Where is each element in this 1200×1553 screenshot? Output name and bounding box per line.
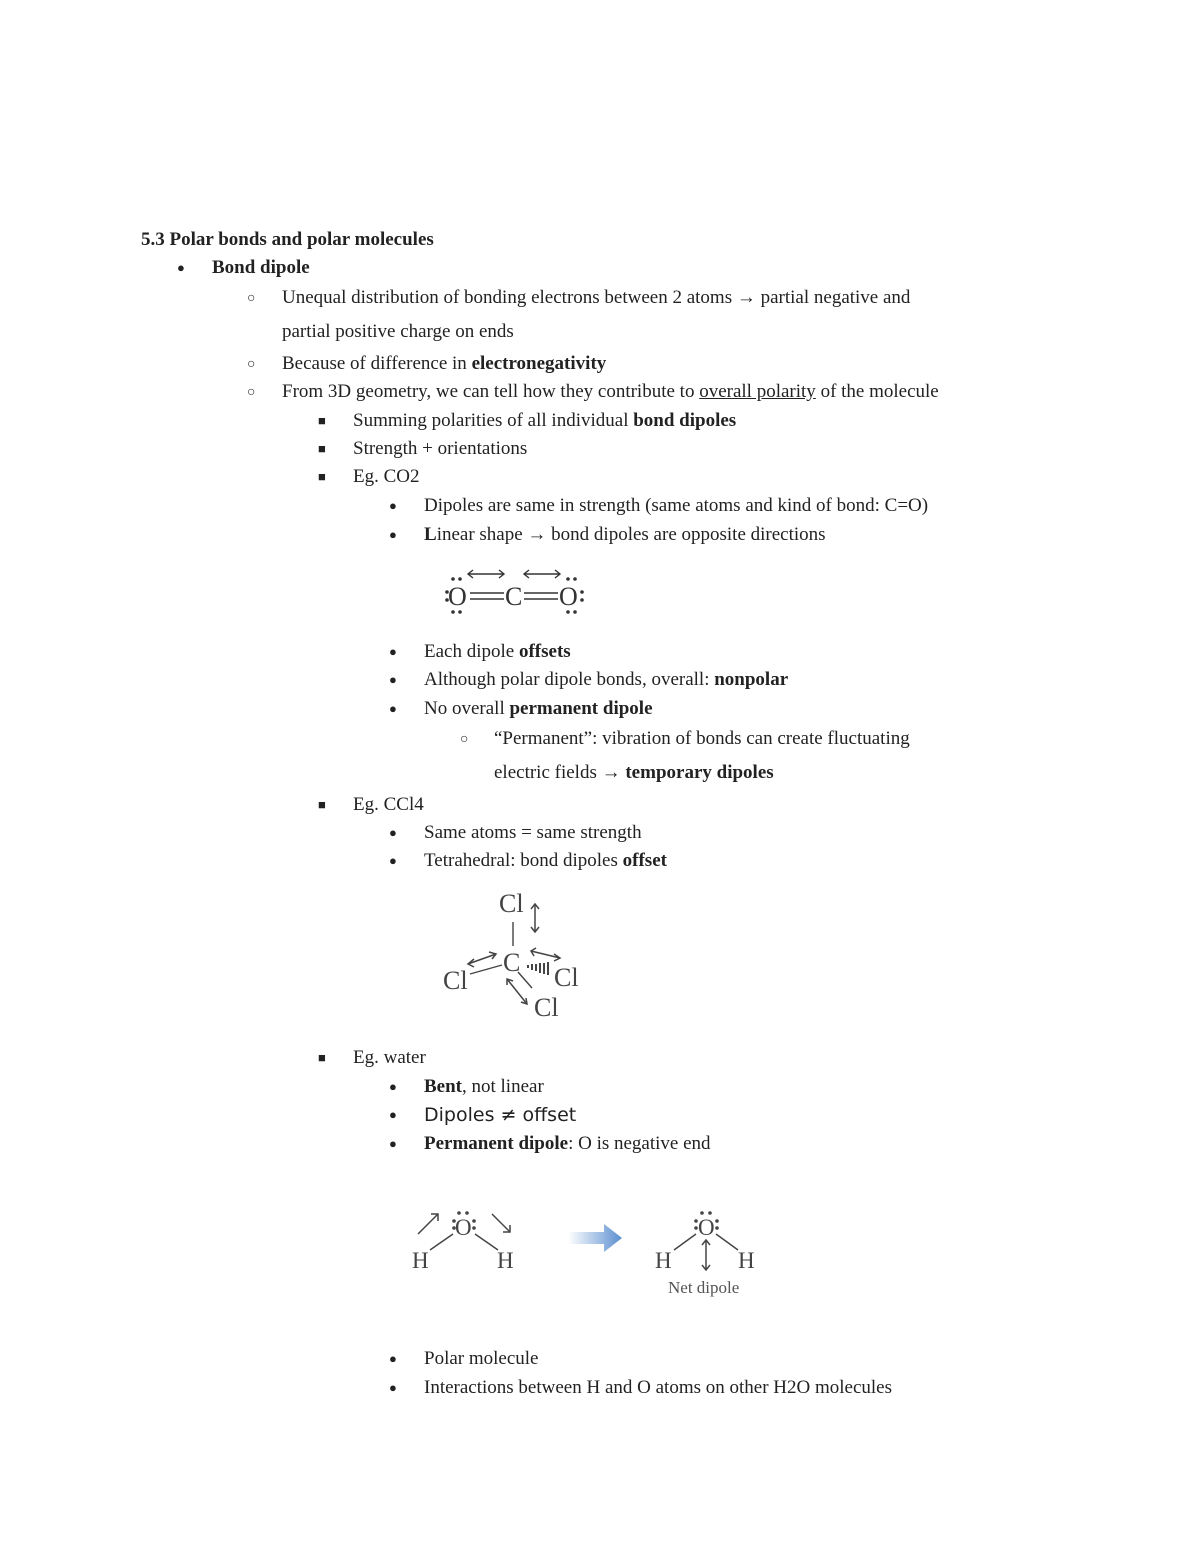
bullet-disc: [389, 1075, 397, 1099]
water-atom-h-left-1: H: [412, 1248, 429, 1273]
because-line: [282, 352, 606, 376]
water-atom-o-right: O: [698, 1215, 715, 1240]
bullet-disc: [389, 821, 397, 845]
water-bent-line: [424, 1075, 544, 1099]
bullet-disc: [389, 1347, 397, 1371]
water-polar-molecule: Polar molecule: [424, 1348, 539, 1369]
bullet-disc: [389, 523, 397, 547]
summing-prefix: Summing polarities of all individual: [353, 410, 634, 431]
summing-line: [353, 409, 736, 433]
water-bent-rest: , not linear: [462, 1076, 544, 1097]
water-bent-bold: Bent: [424, 1076, 462, 1097]
bullet-disc: [389, 697, 397, 721]
ccl4-atom-c: C: [503, 948, 521, 977]
unequal-line2: partial positive charge on ends: [282, 321, 514, 342]
water-structure-diagram: [408, 1200, 780, 1304]
because-prefix: Because of difference in: [282, 353, 472, 374]
bullet-disc: [389, 640, 397, 664]
bullet-circle: [460, 727, 468, 752]
ccl4-atom-cl-right: Cl: [554, 963, 579, 992]
co2-no-overall-bold: permanent dipole: [509, 698, 653, 719]
co2-permanent-line2: [494, 761, 774, 785]
co2-offsets-prefix: Each dipole: [424, 641, 519, 662]
ccl4-tetra-line: [424, 849, 667, 873]
net-dipole-label: Net dipole: [668, 1278, 740, 1297]
bullet-square: [318, 465, 326, 489]
ccl4-structure-diagram: [440, 888, 590, 1020]
bullet-circle: [247, 380, 255, 405]
co2-although-line: [424, 668, 788, 692]
bullet-disc: [177, 256, 185, 280]
summing-bold: bond dipoles: [633, 410, 737, 431]
from3d-suffix: of the molecule: [815, 381, 939, 402]
co2-structure-diagram: [438, 562, 590, 616]
co2-atom-o-left: O: [448, 582, 467, 611]
water-interactions: Interactions between H and O atoms on other H2O molecules: [424, 1377, 893, 1398]
co2-permanent-prefix: electric fields →: [494, 762, 626, 783]
ccl4-bonds: [470, 922, 532, 988]
co2-offsets-bold: offsets: [518, 641, 571, 662]
co2-atom-c: C: [505, 582, 523, 611]
co2-no-overall-prefix: No overall: [424, 698, 510, 719]
bond-dipole-label: Bond dipole: [212, 257, 310, 278]
bullet-circle: [247, 286, 255, 311]
bullet-disc: [389, 668, 397, 692]
ccl4-atom-cl-top: Cl: [499, 889, 524, 918]
co2-same-strength: Dipoles are same in strength (same atoms and kind of bond: C=O): [424, 495, 929, 516]
co2-linear-bold: L: [424, 524, 437, 545]
from3d-underline: overall polarity: [699, 381, 816, 402]
co2-although-bold: nonpolar: [714, 669, 789, 690]
from3d-line: [282, 380, 939, 404]
blue-transition-arrow: [568, 1224, 622, 1252]
bullet-square: [318, 1046, 326, 1070]
bullet-square: [318, 793, 326, 817]
co2-permanent-line1: “Permanent”: vibration of bonds can create fluctuating: [494, 728, 910, 749]
water-perm-rest: : O is negative end: [568, 1133, 711, 1154]
bullet-square: [318, 437, 326, 461]
ccl4-atom-cl-bottom: Cl: [534, 993, 559, 1020]
unequal-line1: Unequal distribution of bonding electrons between 2 atoms → partial negative and: [282, 287, 911, 308]
co2-linear-line: [424, 523, 826, 547]
bullet-circle: [247, 352, 255, 377]
water-atom-h-left-2: H: [497, 1248, 514, 1273]
bullet-square: [318, 409, 326, 433]
section-heading: 5.3 Polar bonds and polar molecules: [141, 229, 434, 250]
co2-no-overall-line: [424, 697, 653, 721]
water-label: Eg. water: [353, 1047, 426, 1068]
from3d-prefix: From 3D geometry, we can tell how they contribute to: [282, 381, 700, 402]
water-atom-o-left: O: [455, 1215, 472, 1240]
bullet-disc: [389, 494, 397, 518]
co2-label: Eg. CO2: [353, 466, 420, 487]
water-atom-h-right-2: H: [738, 1248, 755, 1273]
bullet-disc: [389, 1376, 397, 1400]
water-net-dipole-arrow: [702, 1240, 710, 1270]
because-bold: electronegativity: [471, 353, 607, 374]
water-atom-h-right-1: H: [655, 1248, 672, 1273]
ccl4-tetra-prefix: Tetrahedral: bond dipoles: [424, 850, 623, 871]
co2-linear-rest: inear shape → bond dipoles are opposite directions: [436, 524, 826, 545]
ccl4-hashed-wedge: [528, 962, 548, 975]
strength-line: Strength + orientations: [353, 438, 528, 459]
ccl4-atom-cl-left: Cl: [443, 966, 468, 995]
co2-although-prefix: Although polar dipole bonds, overall:: [424, 669, 715, 690]
bullet-disc: [389, 1103, 397, 1127]
water-perm-line: [424, 1132, 711, 1156]
bullet-disc: [389, 849, 397, 873]
ccl4-same-atoms: Same atoms = same strength: [424, 822, 642, 843]
co2-offsets-line: [424, 640, 571, 664]
ccl4-label: Eg. CCl4: [353, 794, 424, 815]
co2-permanent-bold: temporary dipoles: [625, 762, 774, 783]
bullet-disc: [389, 1132, 397, 1156]
water-dipoles-offset: Dipoles ≠ offset: [424, 1104, 577, 1126]
co2-atom-o-right: O: [559, 582, 578, 611]
ccl4-tetra-bold: offset: [622, 850, 667, 871]
co2-dipole-arrows: [468, 570, 560, 578]
water-perm-bold: Permanent dipole: [424, 1133, 569, 1154]
